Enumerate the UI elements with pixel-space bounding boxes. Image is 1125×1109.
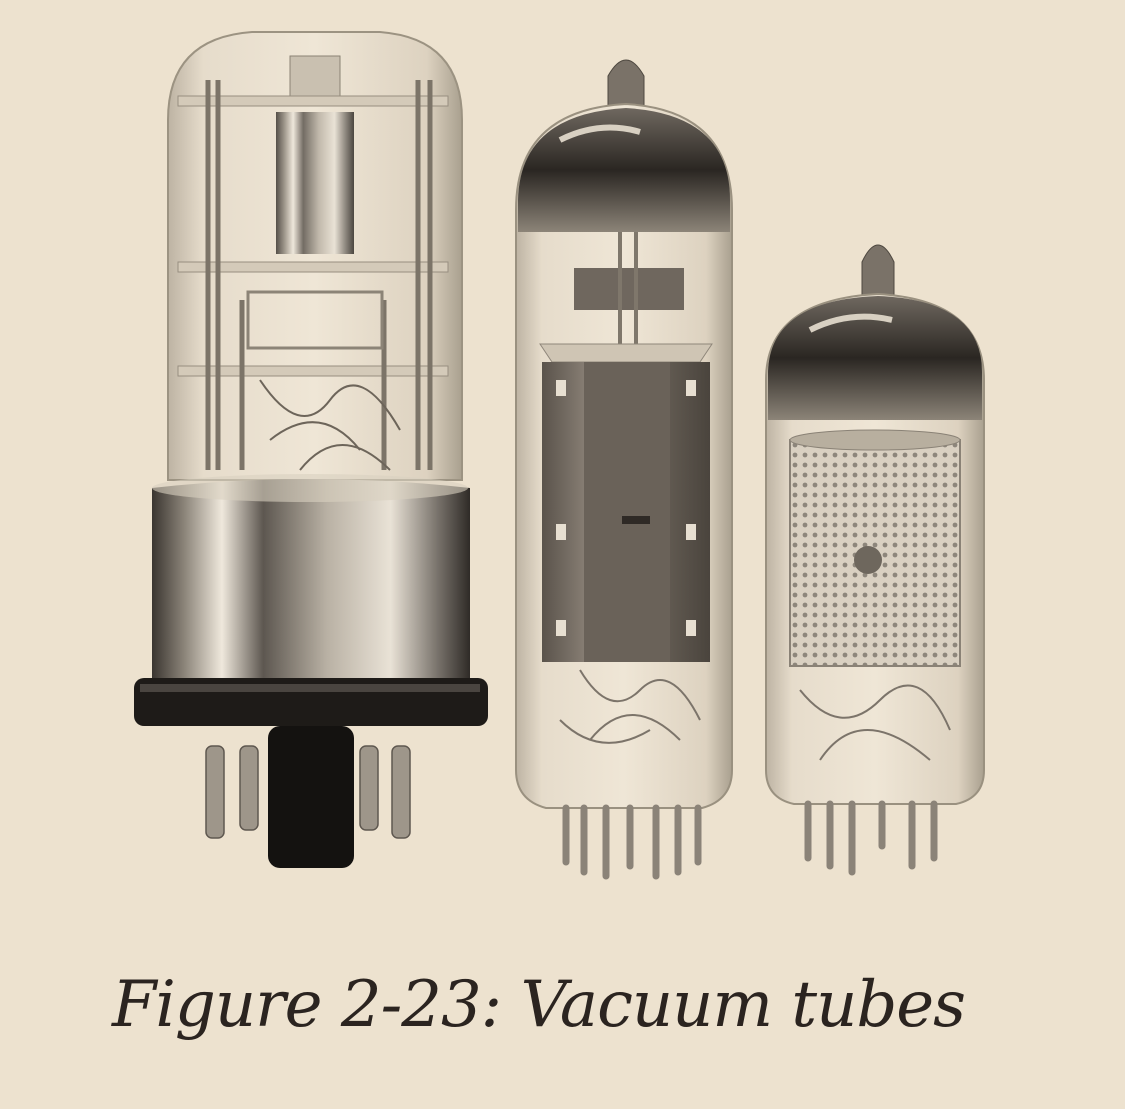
large-tube — [134, 32, 488, 868]
small-tube — [766, 245, 984, 872]
tall-tube — [516, 60, 732, 876]
figure-caption: Figure 2-23: Vacuum tubes — [112, 968, 965, 1042]
